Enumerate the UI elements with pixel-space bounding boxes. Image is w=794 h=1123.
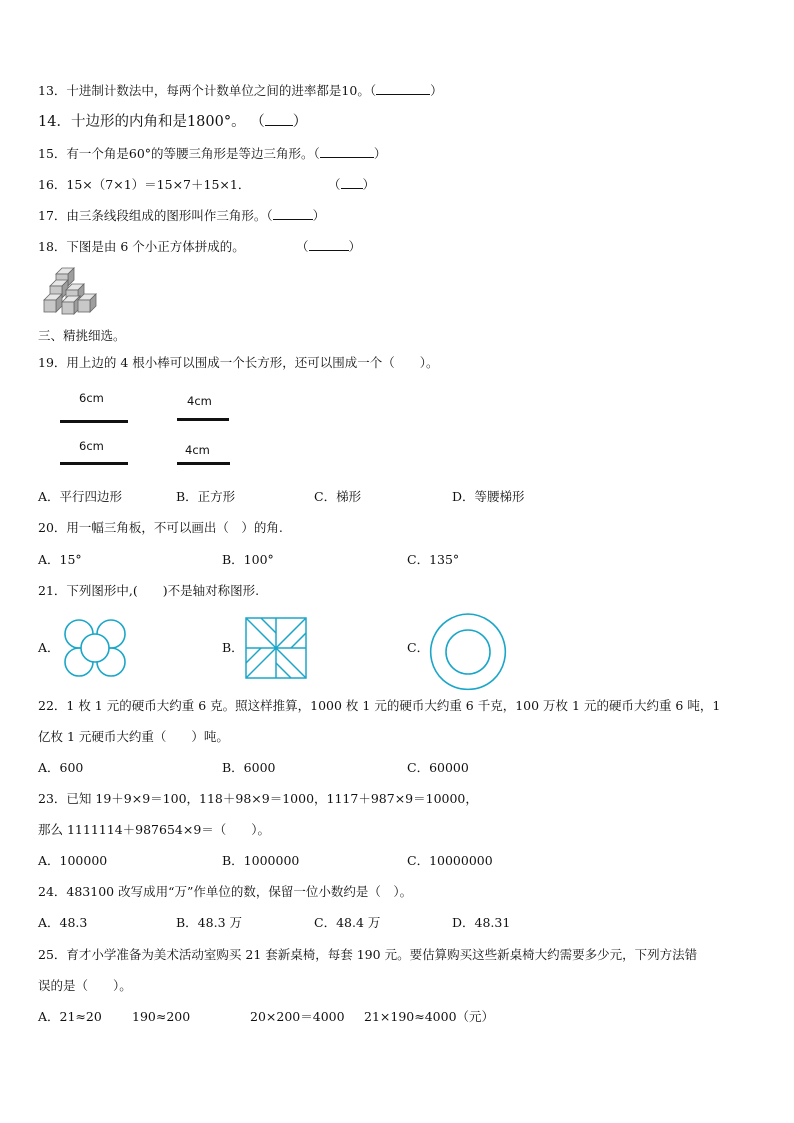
question-25-line-2: 误的是（ ）。	[38, 978, 132, 993]
stick-6cm	[60, 462, 128, 465]
answer-blank[interactable]	[265, 114, 293, 126]
answer-blank[interactable]	[320, 146, 374, 158]
option-b[interactable]: B．100°	[222, 552, 274, 567]
question-13-text: 13．十进制计数法中，每两个计数单位之间的进率都是10。（	[38, 83, 377, 98]
cube	[62, 296, 80, 314]
question-24: 24．483100 改写成用“万”作单位的数，保留一位小数约是（ ）。	[38, 884, 413, 899]
option-c[interactable]: C．	[407, 640, 430, 655]
question-17-text: 17．由三条线段组成的图形叫作三角形。（	[38, 208, 273, 223]
option-a[interactable]: A．21≈20	[38, 1009, 102, 1024]
option-d[interactable]: D．等腰梯形	[452, 489, 525, 504]
question-13: 13．十进制计数法中，每两个计数单位之间的进率都是10。（ ）	[38, 83, 443, 98]
answer-blank[interactable]	[273, 208, 313, 220]
question-23-line-1: 23．已知 19＋9×9＝100，118＋98×9＝1000，1117＋987×9＝10000，	[38, 791, 478, 806]
stick-label: 6cm	[79, 391, 104, 405]
stick-6cm	[60, 420, 128, 423]
question-23-line-2: 那么 1111114＋987654×9＝（ ）。	[38, 822, 271, 837]
question-18-text: 18．下图是由 6 个小正方体拼成的。	[38, 239, 245, 254]
stick-label: 4cm	[187, 394, 212, 408]
question-21: 21．下列图形中,( )不是轴对称图形.	[38, 583, 260, 598]
option-b[interactable]: B．1000000	[222, 853, 300, 868]
question-16	[38, 177, 250, 193]
pinwheel-figure	[245, 617, 307, 679]
option-c[interactable]: C．梯形	[314, 489, 362, 504]
question-16-text: 16．15×（7×1）＝15×7＋15×1．	[38, 177, 251, 192]
question-19: 19．用上边的 4 根小棒可以围成一个长方形，还可以围成一个（ ）。	[38, 355, 439, 370]
option-a-part: 190≈200	[132, 1009, 191, 1024]
question-22-line-2: 亿枚 1 元硬币大约重（ ）吨。	[38, 729, 229, 744]
stick-label: 6cm	[79, 439, 104, 453]
option-c[interactable]: C．60000	[407, 760, 469, 775]
three-arc-knot-figure	[428, 610, 508, 686]
option-b[interactable]: B．	[222, 640, 244, 655]
answer-blank[interactable]	[376, 83, 430, 95]
option-a[interactable]: A．15°	[38, 552, 82, 567]
four-circle-flower-figure	[60, 616, 130, 680]
cube-stack-figure	[42, 266, 102, 320]
option-a[interactable]: A．48.3	[38, 915, 88, 930]
option-c[interactable]: C．135°	[407, 552, 460, 567]
section-heading: 三、精挑细选。	[38, 328, 126, 343]
option-a[interactable]: A．100000	[38, 853, 108, 868]
question-17: 17．由三条线段组成的图形叫作三角形。（ ）	[38, 208, 326, 223]
stick-4cm	[177, 462, 230, 465]
question-20: 20．用一幅三角板，不可以画出（ ）的角.	[38, 520, 283, 535]
question-18	[38, 239, 245, 255]
option-b[interactable]: B．6000	[222, 760, 276, 775]
answer-blank[interactable]	[309, 239, 349, 251]
option-a[interactable]: A．平行四边形	[38, 489, 123, 504]
option-a-part: 21×190≈4000（元）	[364, 1009, 495, 1024]
stick-4cm	[177, 418, 229, 421]
question-15-text: 15．有一个角是60°的等腰三角形是等边三角形。（	[38, 146, 320, 161]
stick-label: 4cm	[185, 443, 210, 457]
question-18-bracket: （ ）	[296, 239, 362, 254]
option-b[interactable]: B．正方形	[176, 489, 236, 504]
option-c[interactable]: C．48.4 万	[314, 915, 381, 930]
option-a[interactable]: A．600	[38, 760, 84, 775]
question-16-bracket: （ ）	[328, 177, 376, 192]
cube	[44, 294, 62, 312]
option-c[interactable]: C．10000000	[407, 853, 493, 868]
question-25-line-1: 25．育才小学准备为美术活动室购买 21 套新桌椅，每套 190 元。要估算购买这些新桌椅大约需要多少元，下列方法错	[38, 947, 698, 962]
answer-blank[interactable]	[341, 177, 363, 189]
option-b[interactable]: B．48.3 万	[176, 915, 242, 930]
option-a-part: 20×200＝4000	[250, 1009, 345, 1024]
question-22-line-1: 22．1 枚 1 元的硬币大约重 6 克。照这样推算，1000 枚 1 元的硬币大约重 6 千克，100 万枚 1 元的硬币大约重 6 吨，1	[38, 698, 721, 713]
option-a[interactable]: A．	[38, 640, 60, 655]
question-15: 15．有一个角是60°的等腰三角形是等边三角形。（ ）	[38, 146, 387, 161]
question-14-text: 14．十边形的内角和是1800°。 （	[38, 114, 265, 130]
question-14: 14．十边形的内角和是1800°。 （ ）	[38, 114, 308, 130]
option-d[interactable]: D．48.31	[452, 915, 511, 930]
